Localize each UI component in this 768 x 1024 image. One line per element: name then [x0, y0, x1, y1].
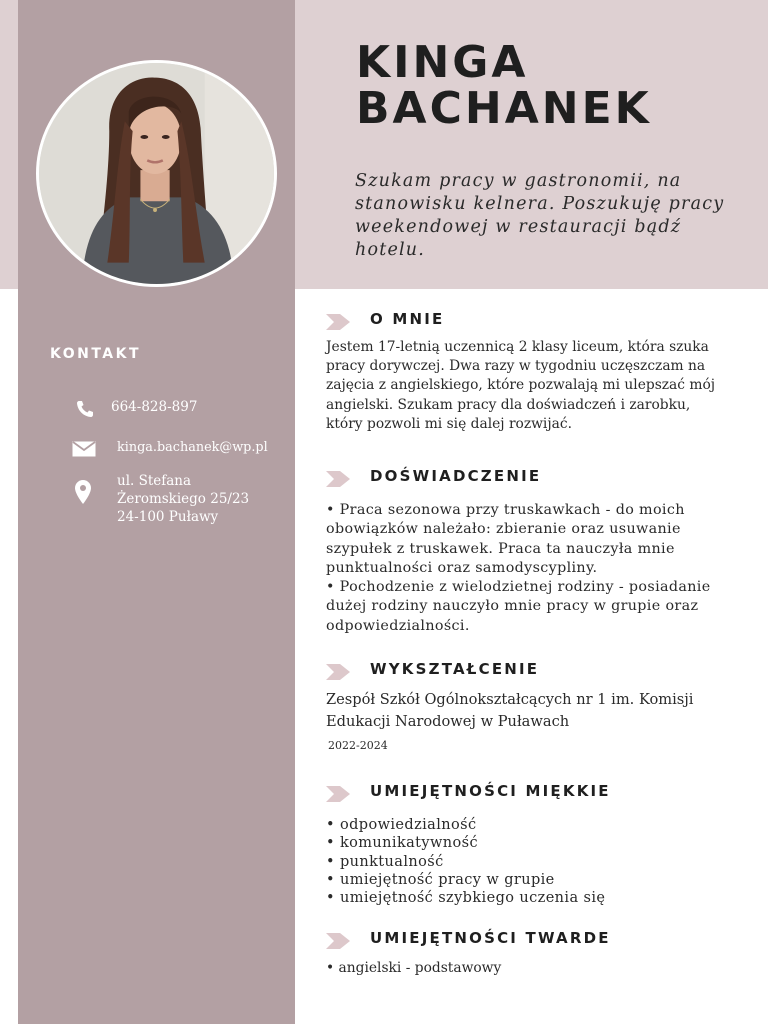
contact-title: KONTAKT	[50, 346, 142, 362]
hard-skills-list	[326, 959, 731, 977]
section-hard-skills-title: UMIEJĘTNOŚCI TWARDE	[370, 929, 611, 947]
experience-item: • Pochodzenie z wielodzietnej rodziny - posiadanie dużej rodziny nauczyło mnie pracy w grupie oraz odpowiedzialności.	[326, 579, 711, 634]
chevron-arrow-icon	[326, 664, 350, 680]
chevron-arrow-icon	[326, 786, 350, 802]
email-address[interactable]: kinga.bachanek@wp.pl	[117, 440, 268, 455]
list-item: • umiejętność szybkiego uczenia się	[326, 890, 606, 907]
list-item: • odpowiedzialność	[326, 817, 477, 833]
about-text: Jestem 17-letnią uczennicą 2 klasy liceum, która szuka pracy dorywczej. Dwa razy w tygodniu uczęszczam na zajęcia z angielskiego, które pozwalają mi ulepszać mój angielski. Szukam pracy dla doświadczeń i zarobku, który pozwoli mi się dalej rozwijać.	[326, 339, 716, 432]
full-name	[356, 37, 756, 134]
list-item: • punktualność	[326, 853, 444, 870]
list-item: • umiejętność pracy w grupie	[326, 871, 555, 888]
name-last: BACHANEK	[356, 83, 652, 134]
address	[117, 472, 249, 526]
education-years: 2022-2024	[328, 739, 388, 752]
list-item: • angielski - podstawowy	[326, 960, 502, 976]
phone-number[interactable]: 664-828-897	[111, 399, 198, 415]
career-objective: Szukam pracy w gastronomii, na stanowisku kelnera. Poszukuję pracy weekendowej w restauracji bądź hotelu.	[355, 171, 725, 260]
section-education-title: WYKSZTAŁCENIE	[370, 660, 540, 678]
phone-icon	[75, 399, 95, 423]
map-pin-icon	[75, 480, 91, 508]
envelope-icon	[72, 441, 96, 461]
soft-skills-list	[326, 816, 731, 907]
section-about-title: O MNIE	[370, 310, 445, 328]
chevron-arrow-icon	[326, 933, 350, 949]
name-first: KINGA	[356, 37, 529, 88]
list-item: • komunikatywność	[326, 835, 479, 852]
profile-photo	[36, 60, 277, 287]
experience-list	[326, 501, 726, 636]
education-school: Zespół Szkół Ogólnokształcących nr 1 im. Komisji Edukacji Narodowej w Puławach	[326, 691, 694, 730]
address-number: Żeromskiego 25/23	[117, 491, 250, 507]
address-city: 24-100 Puławy	[117, 509, 219, 525]
address-street: ul. Stefana	[117, 473, 192, 489]
section-soft-skills-title: UMIEJĘTNOŚCI MIĘKKIE	[370, 782, 611, 800]
experience-item: • Praca sezonowa przy truskawkach - do moich obowiązków należało: zbieranie oraz usuwanie szypułek z truskawek. Praca ta nauczyła mnie punktualności oraz samodyscypliny.	[326, 502, 685, 576]
section-experience-title: DOŚWIADCZENIE	[370, 467, 542, 485]
chevron-arrow-icon	[326, 471, 350, 487]
chevron-arrow-icon	[326, 314, 350, 330]
